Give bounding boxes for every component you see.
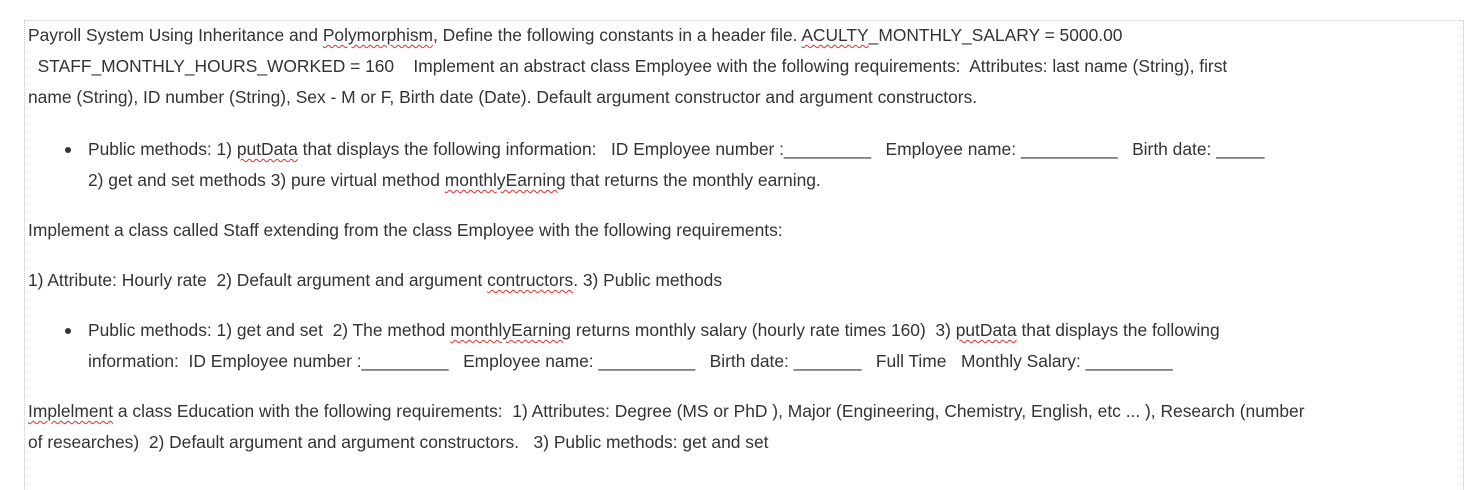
bullet-point [65, 147, 71, 153]
text-run: . 3) Public methods [573, 270, 723, 290]
text-run: that returns the monthly earning. [565, 170, 821, 190]
text-run: 1) Attribute: Hourly rate 2) Default argument and argument [28, 270, 488, 290]
text-run: a class Education with the following requirements: 1) Attributes: Degree (MS or PhD ), Major (Engineering, Chemistry, English, etc ... ), Research (number [113, 401, 1305, 421]
text-run: Public methods: 1) [88, 139, 237, 159]
paragraph-intro-line-1 [28, 20, 1122, 51]
misspelled-word[interactable]: ACULTY [801, 25, 869, 45]
paragraph-staff-attributes [28, 265, 722, 296]
text-run: that displays the following information: ID Employee number :_________ Employee name: __________ Birth date: _____ [297, 139, 1265, 159]
text-run: that displays the following [1016, 320, 1220, 340]
bullet-staff-line-1 [88, 315, 1220, 346]
bullet-point [65, 328, 71, 334]
text-run: Public methods: 1) get and set 2) The method [88, 320, 451, 340]
misspelled-word[interactable]: monthlyEarning [450, 320, 572, 340]
misspelled-word[interactable]: Implelment [28, 401, 114, 421]
misspelled-word[interactable]: contructors [487, 270, 574, 290]
misspelled-word[interactable]: putData [236, 139, 298, 159]
text-run: , Define the following constants in a header file. [433, 25, 802, 45]
paragraph-education-line-2: of researches) 2) Default argument and argument constructors. 3) Public methods: get and set [28, 432, 769, 452]
paragraph-intro-line-2: STAFF_MONTHLY_HOURS_WORKED = 160 Implement an abstract class Employee with the following requirements: Attributes: last name (String), first [28, 56, 1228, 76]
misspelled-word[interactable]: monthlyEarning [444, 170, 566, 190]
paragraph-intro-line-3: name (String), ID number (String), Sex - M or F, Birth date (Date). Default argument constructor and argument constructors. [28, 87, 978, 107]
text-run: 2) get and set methods 3) pure virtual method [88, 170, 445, 190]
paragraph-education-line-1 [28, 396, 1305, 427]
text-run: Payroll System Using Inheritance and [28, 25, 323, 45]
bullet-employee-line-2 [88, 165, 821, 196]
text-run: _MONTHLY_SALARY = 5000.00 [868, 25, 1123, 45]
misspelled-word[interactable]: putData [955, 320, 1017, 340]
bullet-staff-line-2: information: ID Employee number :_________ Employee name: __________ Birth date: _______ Full Time Monthly Salary: _________ [88, 351, 1173, 371]
paragraph-staff-intro: Implement a class called Staff extending from the class Employee with the following requirements: [28, 220, 783, 240]
text-run: returns monthly salary (hourly rate times 160) 3) [571, 320, 956, 340]
misspelled-word[interactable]: Polymorphism [322, 25, 433, 45]
bullet-employee-line-1 [88, 134, 1265, 165]
